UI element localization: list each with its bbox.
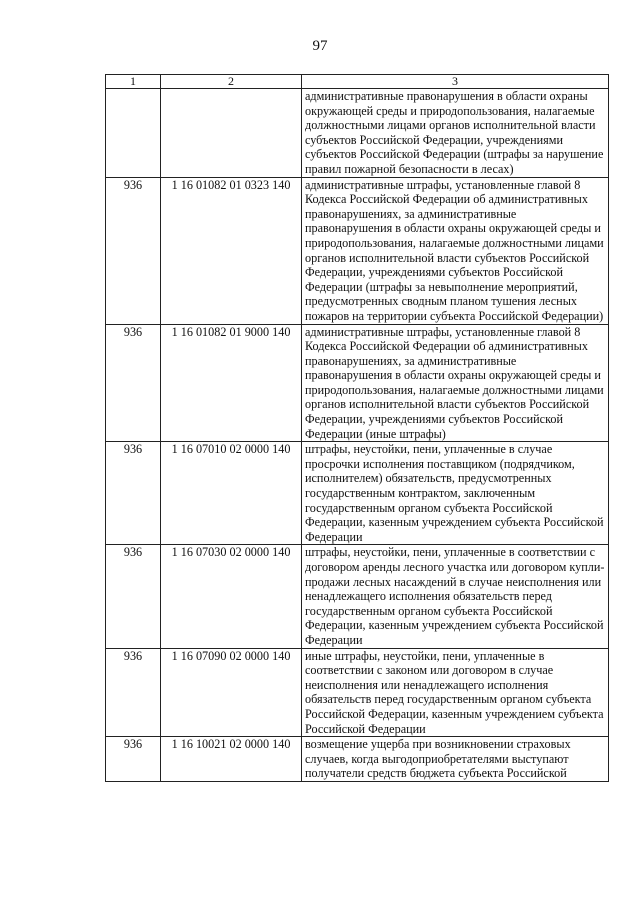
column-header-1: 1 bbox=[106, 75, 161, 89]
admin-code-cell: 936 bbox=[106, 177, 161, 324]
income-name-cell: административные штрафы, установленные главой 8 Кодекса Российской Федерации об административных правонарушениях, за административные правонарушения в области охраны окружающей среды и природопользования, налагаемые должностными лицами органов исполнительной власти субъектов Российской Федерации, учреждениями субъектов Российской Федерации (иные штрафы) bbox=[302, 324, 609, 442]
income-name-cell: возмещение ущерба при возникновении страховых случаев, когда выгодоприобретателями выступают получатели средств бюджета субъекта Российской bbox=[302, 737, 609, 782]
admin-code-cell: 936 bbox=[106, 545, 161, 648]
table-row bbox=[106, 648, 609, 737]
income-name-cell: штрафы, неустойки, пени, уплаченные в соответствии с договором аренды лесного участка или договором купли-продажи лесных насаждений в случае неисполнения или ненадлежащего исполнения обязательств перед государственным органом субъекта Российской Федерации, казенным учреждением субъекта Российской Федерации bbox=[302, 545, 609, 648]
budget-code-cell bbox=[161, 89, 302, 178]
table-row bbox=[106, 324, 609, 442]
admin-code-cell: 936 bbox=[106, 737, 161, 782]
admin-code-cell: 936 bbox=[106, 648, 161, 737]
admin-code-cell: 936 bbox=[106, 324, 161, 442]
table-row bbox=[106, 177, 609, 324]
budget-code-cell: 1 16 01082 01 9000 140 bbox=[161, 324, 302, 442]
income-name-cell: административные правонарушения в области охраны окружающей среды и природопользования, налагаемые должностными лицами органов исполнительной власти субъектов Российской Федерации, учреждениями субъектов Российской Федерации (штрафы за нарушение правил пожарной безопасности в лесах) bbox=[302, 89, 609, 178]
budget-codes-table bbox=[105, 74, 609, 782]
column-header-2: 2 bbox=[161, 75, 302, 89]
admin-code-cell: 936 bbox=[106, 442, 161, 545]
table-header bbox=[106, 75, 609, 89]
table-row bbox=[106, 737, 609, 782]
admin-code-cell bbox=[106, 89, 161, 178]
budget-code-cell: 1 16 10021 02 0000 140 bbox=[161, 737, 302, 782]
income-name-cell: штрафы, неустойки, пени, уплаченные в случае просрочки исполнения поставщиком (подрядчиком, исполнителем) обязательств, предусмотренных государственным контрактом, заключенным государственным органом субъекта Российской Федерации, казенным учреждением субъекта Российской Федерации bbox=[302, 442, 609, 545]
table-row bbox=[106, 442, 609, 545]
table-row bbox=[106, 545, 609, 648]
budget-code-cell: 1 16 01082 01 0323 140 bbox=[161, 177, 302, 324]
income-name-cell: иные штрафы, неустойки, пени, уплаченные в соответствии с законом или договором в случае неисполнения или ненадлежащего исполнения обязательств перед государственным органом субъекта Российской Федерации, казенным учреждением субъекта Российской Федерации bbox=[302, 648, 609, 737]
table-row bbox=[106, 89, 609, 178]
budget-code-cell: 1 16 07090 02 0000 140 bbox=[161, 648, 302, 737]
budget-code-cell: 1 16 07010 02 0000 140 bbox=[161, 442, 302, 545]
page-number: 97 bbox=[312, 38, 328, 54]
budget-code-cell: 1 16 07030 02 0000 140 bbox=[161, 545, 302, 648]
income-name-cell: административные штрафы, установленные главой 8 Кодекса Российской Федерации об административных правонарушениях, за административные правонарушения в области охраны окружающей среды и природопользования, налагаемые должностными лицами органов исполнительной власти субъектов Российской Федерации, учреждениями субъектов Российской Федерации (штрафы за невыполнение мероприятий, предусмотренных сводным планом тушения лесных пожаров на территории субъекта Российской Федерации) bbox=[302, 177, 609, 324]
column-header-3: 3 bbox=[302, 75, 609, 89]
